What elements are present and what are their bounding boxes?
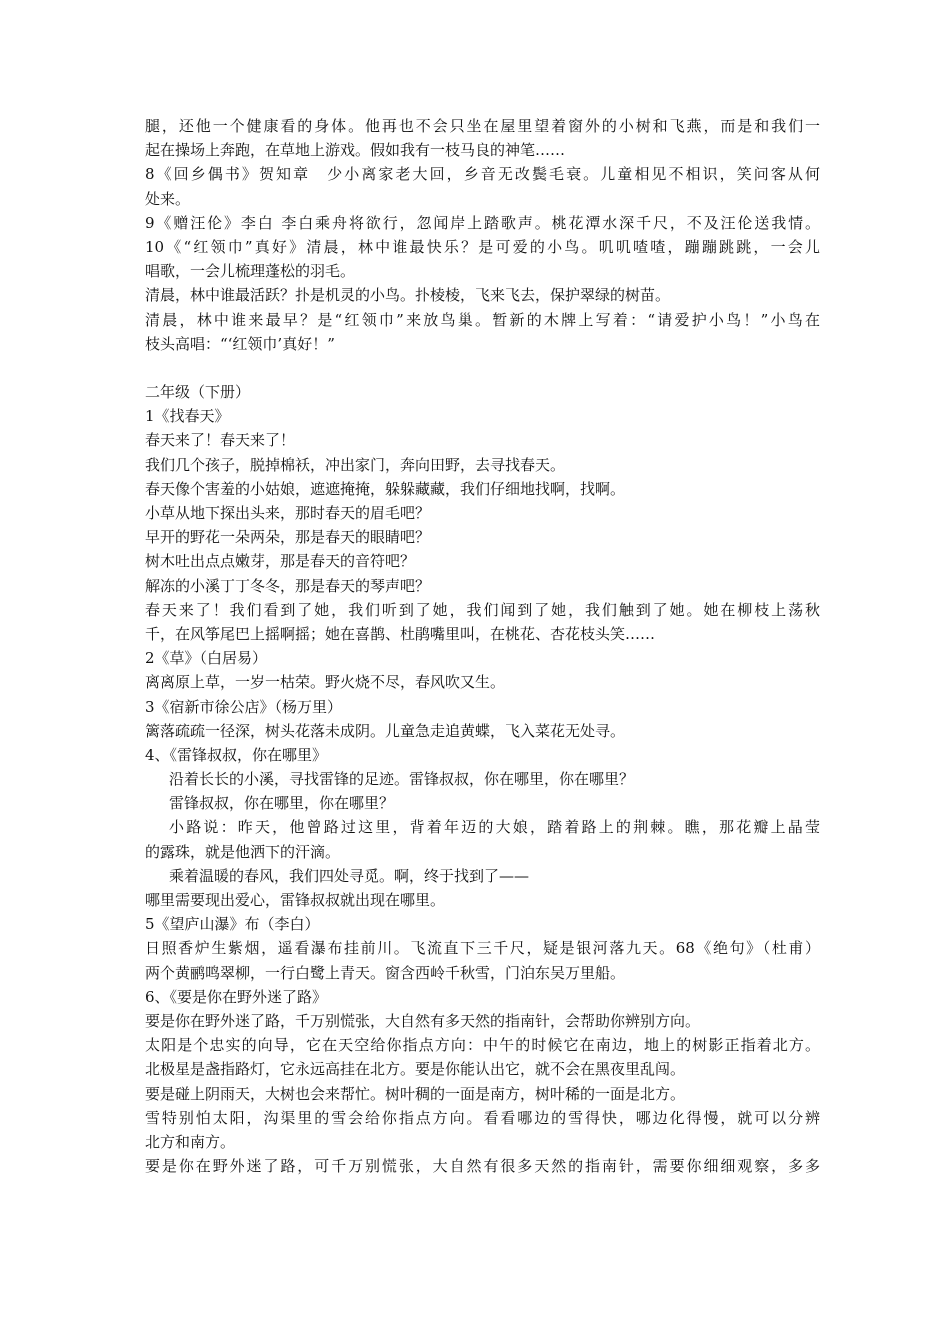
text-line: 4、《雷锋叔叔，你在哪里》: [145, 745, 328, 764]
text-line: 我们几个孩子，脱掉棉袄，冲出家门，奔向田野，去寻找春天。: [145, 455, 566, 474]
text-line: 腿，还他一个健康看的身体。他再也不会只坐在屋里望着窗外的小树和飞燕，而是和我们一: [145, 117, 820, 135]
text-line: 解冻的小溪丁丁冬冬，那是春天的琴声吧？: [145, 576, 431, 595]
text-line: 沿着长长的小溪，寻找雷锋的足迹。雷锋叔叔，你在哪里，你在哪里？: [169, 770, 635, 789]
text-line: 千，在风筝尾巴上摇啊摇；她在喜鹊、杜鹃嘴里叫，在桃花、杏花枝头笑……: [145, 624, 656, 643]
text-line: 春天来了！我们看到了她，我们听到了她，我们闻到了她，我们触到了她。她在柳枝上荡秋: [145, 600, 820, 619]
text-line: 乘着温暖的春风，我们四处寻觅。啊，终于找到了——: [169, 866, 530, 885]
text-line: 雪特别怕太阳，沟渠里的雪会给你指点方向。看看哪边的雪得快，哪边化得慢，就可以分辨: [145, 1108, 820, 1127]
text-line: 6、《要是你在野外迷了路》: [145, 987, 328, 1006]
text-line: 2《草》（白居易）: [145, 649, 268, 668]
text-line: 哪里需要现出爱心，雷锋叔叔就出现在哪里。: [145, 891, 446, 909]
text-line: 春天来了！春天来了！: [145, 431, 296, 450]
document-body: [145, 114, 820, 1178]
text-line: 要是碰上阴雨天，大树也会来帮忙。树叶稠的一面是南方，树叶稀的一面是北方。: [145, 1084, 686, 1103]
text-line: 处来。: [145, 189, 191, 208]
text-line: 枝头高唱：“‘红领巾’真好！”: [145, 334, 335, 353]
text-line: 早开的野花一朵两朵，那是春天的眼睛吧？: [145, 528, 431, 547]
text-line: 9《赠汪伦》李白 李白乘舟将欲行，忽闻岸上踏歌声。桃花潭水深千尺，不及汪伦送我情。: [145, 213, 820, 232]
text-line: 起在操场上奔跑，在草地上游戏。假如我有一枝马良的神笔……: [145, 141, 566, 160]
text-line: 春天像个害羞的小姑娘，遮遮掩掩，躲躲藏藏，我们仔细地找啊，找啊。: [145, 479, 626, 498]
text-line: 要是你在野外迷了路，千万别慌张，大自然有多天然的指南针，会帮助你辨别方向。: [145, 1011, 701, 1030]
text-line: 小路说：昨天，他曾路过这里，背着年迈的大娘，踏着路上的荆棘。瞧，那花瓣上晶莹: [169, 818, 820, 837]
text-line: 二年级（下册）: [145, 383, 251, 402]
text-line: 清晨，林中谁来最早？是“红领巾”来放鸟巢。暂新的木牌上写着：“请爱护小鸟！”小鸟在: [145, 310, 820, 329]
text-line: 1《找春天》: [145, 407, 230, 426]
text-line: 3《宿新市徐公店》（杨万里）: [145, 697, 343, 716]
text-line: 太阳是个忠实的向导，它在天空给你指点方向：中午的时候它在南边，地上的树影正指着北方。: [145, 1036, 820, 1055]
text-line: 8《回乡偶书》贺知章 少小离家老大回，乡音无改鬓毛衰。儿童相见不相识，笑问客从何: [145, 165, 820, 184]
text-line: 两个黄鹂鸣翠柳，一行白鹭上青天。窗含西岭千秋雪，门泊东吴万里船。: [145, 963, 626, 982]
text-line: 清晨，林中谁最活跃？扑是机灵的小鸟。扑棱棱，飞来飞去，保护翠绿的树苗。: [145, 286, 671, 305]
text-line: 雷锋叔叔，你在哪里，你在哪里？: [169, 794, 395, 813]
text-line: 小草从地下探出头来，那时春天的眉毛吧？: [145, 504, 431, 522]
blank-line: [145, 356, 820, 380]
text-line: 10《“红领巾”真好》清晨，林中谁最快乐？是可爱的小鸟。叽叽喳喳，蹦蹦跳跳，一会儿: [145, 237, 820, 256]
text-line: 唱歌，一会儿梳理蓬松的羽毛。: [145, 262, 356, 281]
text-line: 5《望庐山瀑》布（李白）: [145, 915, 320, 934]
text-line: 篱落疏疏一径深，树头花落未成阴。儿童急走追黄蝶，飞入菜花无处寻。: [145, 721, 626, 740]
text-line: 的露珠，就是他洒下的汗滴。: [145, 842, 341, 861]
text-line: 北极星是盏指路灯，它永远高挂在北方。要是你能认出它，就不会在黑夜里乱闯。: [145, 1060, 686, 1079]
text-line: 北方和南方。: [145, 1132, 236, 1151]
text-line: 日照香炉生紫烟，遥看瀑布挂前川。飞流直下三千尺，疑是银河落九天。68《绝句》（杜甫）: [145, 939, 820, 958]
text-line: 离离原上草，一岁一枯荣。野火烧不尽，春风吹又生。: [145, 673, 506, 692]
text-line: 要是你在野外迷了路，可千万别慌张，大自然有很多天然的指南针，需要你细细观察，多多: [145, 1157, 820, 1176]
text-line: 树木吐出点点嫩芽，那是春天的音符吧？: [145, 552, 416, 571]
